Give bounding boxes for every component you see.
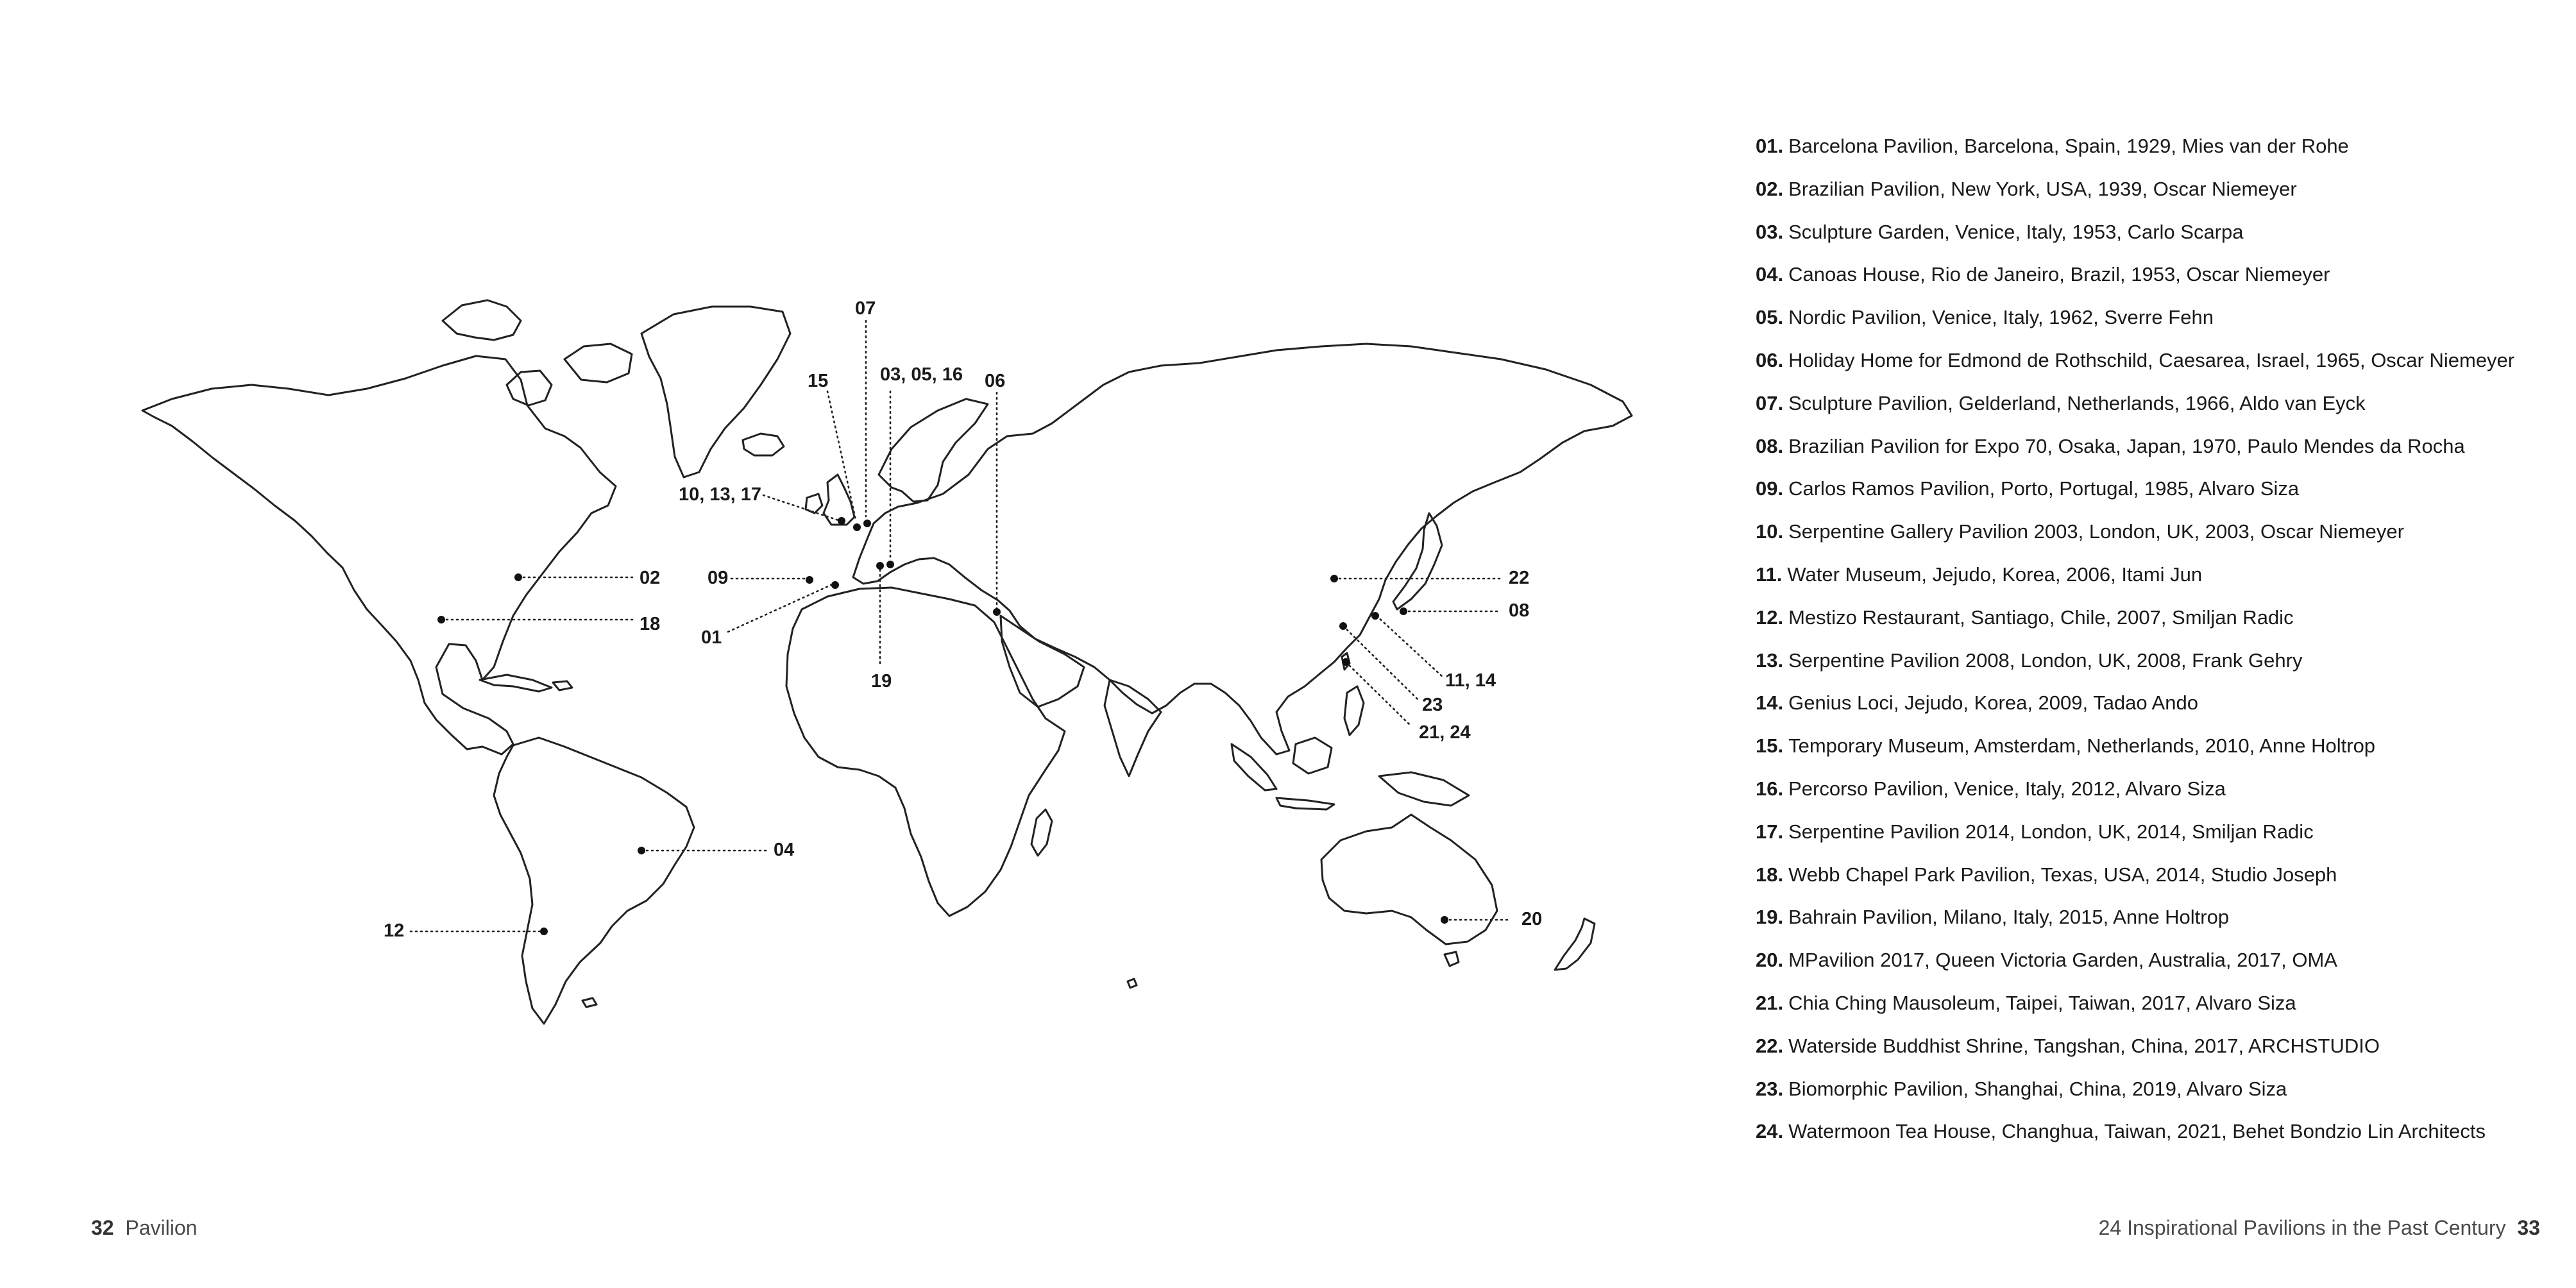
legend-number: 20.: [1756, 949, 1784, 972]
legend-number: 07.: [1756, 391, 1784, 414]
map-label-12: 12: [384, 920, 405, 941]
legend-text: Watermoon Tea House, Changhua, Taiwan, 2021, Behet Bondzio Lin Architects: [1788, 1120, 2486, 1143]
map-label-18: 18: [640, 614, 661, 634]
continent-north-america: [142, 356, 616, 754]
legend-number: 11.: [1756, 563, 1783, 586]
leader-01: [728, 584, 834, 632]
legend-number: 16.: [1756, 777, 1784, 800]
legend-text: Percorso Pavilion, Venice, Italy, 2012, Alvaro Siza: [1788, 777, 2226, 800]
pin-18: [437, 616, 445, 623]
legend-number: 22.: [1756, 1034, 1784, 1057]
legend-number: 23.: [1756, 1077, 1784, 1100]
legend-number: 02.: [1756, 177, 1784, 200]
legend-item: [1756, 989, 2551, 1032]
pin-23: [1339, 622, 1347, 630]
legend-item: [1756, 561, 2551, 604]
legend-number: 01.: [1756, 135, 1784, 157]
left-page-number: 32: [91, 1216, 114, 1239]
legend-item: [1756, 132, 2551, 175]
legend-item: [1756, 775, 2551, 818]
legend-text: Serpentine Gallery Pavilion 2003, London, UK, 2003, Oscar Niemeyer: [1788, 520, 2404, 543]
legend-text: Genius Loci, Jejudo, Korea, 2009, Tadao Ando: [1788, 691, 2198, 715]
pin-02: [514, 573, 522, 581]
left-running-title: Pavilion: [125, 1216, 198, 1239]
legend-item: [1756, 647, 2551, 690]
legend-text: Bahrain Pavilion, Milano, Italy, 2015, Anne Holtrop: [1788, 906, 2230, 929]
legend-number: 10.: [1756, 520, 1784, 543]
madagascar: [1031, 809, 1052, 856]
legend-number: 17.: [1756, 820, 1784, 843]
pin-21-24: [1342, 658, 1350, 666]
legend-item: [1756, 260, 2551, 303]
arctic-islands-3: [564, 344, 632, 382]
pin-11-14: [1371, 612, 1379, 620]
legend-item: [1756, 1117, 2551, 1160]
arctic-islands: [443, 300, 521, 340]
iceland: [743, 434, 784, 455]
legend-item: [1756, 946, 2551, 989]
legend-number: 13.: [1756, 648, 1784, 672]
map-label-08: 08: [1509, 600, 1530, 621]
continent-south-america: [494, 738, 694, 1024]
map-label-06: 06: [985, 371, 1006, 391]
pin-06: [993, 608, 1001, 616]
legend-text: Chia Ching Mausoleum, Taipei, Taiwan, 2017, Alvaro Siza: [1788, 991, 2296, 1014]
pin-01: [831, 581, 839, 589]
legend-text: Barcelona Pavilion, Barcelona, Spain, 1929, Mies van der Rohe: [1788, 135, 2349, 157]
hispaniola: [553, 681, 572, 690]
leader-11-14: [1377, 616, 1443, 677]
india: [1105, 680, 1161, 776]
map-label-10-13-17: 10, 13, 17: [679, 484, 761, 505]
legend-item: [1756, 389, 2551, 432]
map-label-07: 07: [855, 298, 876, 319]
continent-eurasia: [853, 344, 1632, 754]
legend-number: 06.: [1756, 348, 1784, 371]
legend-item: [1756, 518, 2551, 561]
legend-text: Nordic Pavilion, Venice, Italy, 1962, Sverre Fehn: [1788, 306, 2214, 329]
legend-number: 24.: [1756, 1120, 1784, 1143]
map-label-21-24: 21, 24: [1419, 722, 1471, 743]
map-label-01: 01: [701, 627, 722, 648]
indonesia-borneo: [1293, 738, 1332, 774]
tasmania: [1445, 952, 1459, 966]
philippines: [1344, 686, 1364, 735]
legend-text: Serpentine Pavilion 2008, London, UK, 2008, Frank Gehry: [1788, 648, 2303, 672]
legend-number: 21.: [1756, 991, 1784, 1014]
scandinavia: [879, 399, 988, 502]
legend-item: [1756, 1075, 2551, 1118]
pin-22: [1330, 575, 1338, 582]
legend-item: [1756, 432, 2551, 475]
legend-text: Temporary Museum, Amsterdam, Netherlands, 2010, Anne Holtrop: [1788, 734, 2376, 758]
map-label-11-14: 11, 14: [1445, 670, 1496, 691]
legend-text: Brazilian Pavilion for Expo 70, Osaka, Japan, 1970, Paulo Mendes da Rocha: [1788, 434, 2465, 457]
australia: [1321, 815, 1497, 944]
cuba: [480, 675, 552, 691]
legend-item: [1756, 1032, 2551, 1075]
legend-item: [1756, 175, 2551, 218]
legend-number: 19.: [1756, 906, 1784, 929]
legend-item: [1756, 346, 2551, 389]
legend-number: 18.: [1756, 863, 1784, 886]
legend-item: [1756, 689, 2551, 732]
indonesia-sumatra: [1232, 744, 1276, 790]
legend-text: Mestizo Restaurant, Santiago, Chile, 2007, Smiljan Radic: [1788, 606, 2294, 629]
leader-21-24: [1346, 662, 1411, 726]
map-label-22: 22: [1509, 568, 1530, 588]
pin-19: [876, 562, 884, 570]
legend-item: [1756, 903, 2551, 946]
legend-text: Sculpture Garden, Venice, Italy, 1953, Carlo Scarpa: [1788, 220, 2244, 243]
pin-03-05-16: [886, 561, 894, 568]
location-pins: [437, 517, 1448, 935]
pin-12: [540, 928, 548, 935]
legend-number: 05.: [1756, 306, 1784, 329]
legend-number: 15.: [1756, 734, 1784, 758]
legend-number: 12.: [1756, 606, 1784, 629]
legend-text: Waterside Buddhist Shrine, Tangshan, China, 2017, ARCHSTUDIO: [1788, 1034, 2380, 1057]
pavilion-legend: [1756, 132, 2551, 1160]
pin-10-13-17: [838, 517, 845, 525]
right-running-title: 24 Inspirational Pavilions in the Past Century: [2098, 1216, 2506, 1239]
map-label-20: 20: [1521, 909, 1543, 929]
legend-text: MPavilion 2017, Queen Victoria Garden, Australia, 2017, OMA: [1788, 949, 2337, 972]
legend-number: 14.: [1756, 691, 1784, 715]
pin-20: [1441, 916, 1448, 924]
legend-text: Brazilian Pavilion, New York, USA, 1939, Oscar Niemeyer: [1788, 177, 2297, 200]
falklands: [582, 998, 597, 1007]
legend-text: Holiday Home for Edmond de Rothschild, Caesarea, Israel, 1965, Oscar Niemeyer: [1788, 348, 2515, 371]
pin-04: [638, 847, 645, 854]
legend-item: [1756, 604, 2551, 647]
footer-left: [91, 1217, 197, 1238]
legend-item: [1756, 303, 2551, 346]
legend-item: [1756, 475, 2551, 518]
map-label-19: 19: [871, 671, 892, 691]
map-label-23: 23: [1422, 695, 1443, 715]
arctic-islands-2: [507, 371, 552, 405]
new-guinea: [1379, 772, 1469, 806]
legend-text: Serpentine Pavilion 2014, London, UK, 2014, Smiljan Radic: [1788, 820, 2314, 843]
legend-item: [1756, 861, 2551, 904]
map-label-09: 09: [708, 568, 729, 588]
pin-08: [1400, 607, 1407, 615]
map-label-04: 04: [774, 840, 795, 860]
legend-number: 04.: [1756, 263, 1784, 286]
legend-text: Webb Chapel Park Pavilion, Texas, USA, 2014, Studio Joseph: [1788, 863, 2337, 886]
legend-text: Biomorphic Pavilion, Shanghai, China, 2019, Alvaro Siza: [1788, 1077, 2287, 1100]
indonesia-java: [1276, 798, 1334, 809]
legend-text: Canoas House, Rio de Janeiro, Brazil, 1953, Oscar Niemeyer: [1788, 263, 2330, 286]
footer-right: [2099, 1217, 2540, 1238]
map-label-03-05-16: 03, 05, 16: [880, 364, 963, 385]
japan: [1393, 513, 1442, 609]
pin-15: [853, 523, 861, 531]
map-label-15: 15: [808, 371, 829, 391]
map-label-02: 02: [640, 568, 661, 588]
continent-africa: [786, 588, 1065, 916]
legend-item: [1756, 732, 2551, 775]
legend-number: 09.: [1756, 477, 1784, 500]
greenland: [641, 307, 790, 477]
small-island: [1128, 979, 1137, 988]
legend-number: 03.: [1756, 220, 1784, 243]
pin-09: [806, 576, 813, 584]
new-zealand: [1555, 919, 1595, 970]
legend-item: [1756, 818, 2551, 861]
legend-item: [1756, 218, 2551, 261]
pin-07: [863, 520, 871, 527]
right-page-number: 33: [2517, 1216, 2540, 1239]
leader-15: [827, 391, 856, 520]
legend-text: Water Museum, Jejudo, Korea, 2006, Itami Jun: [1787, 563, 2203, 586]
legend-text: Sculpture Pavilion, Gelderland, Netherlands, 1966, Aldo van Eyck: [1788, 391, 2366, 414]
legend-text: Carlos Ramos Pavilion, Porto, Portugal, 1985, Alvaro Siza: [1788, 477, 2300, 500]
legend-number: 08.: [1756, 434, 1784, 457]
